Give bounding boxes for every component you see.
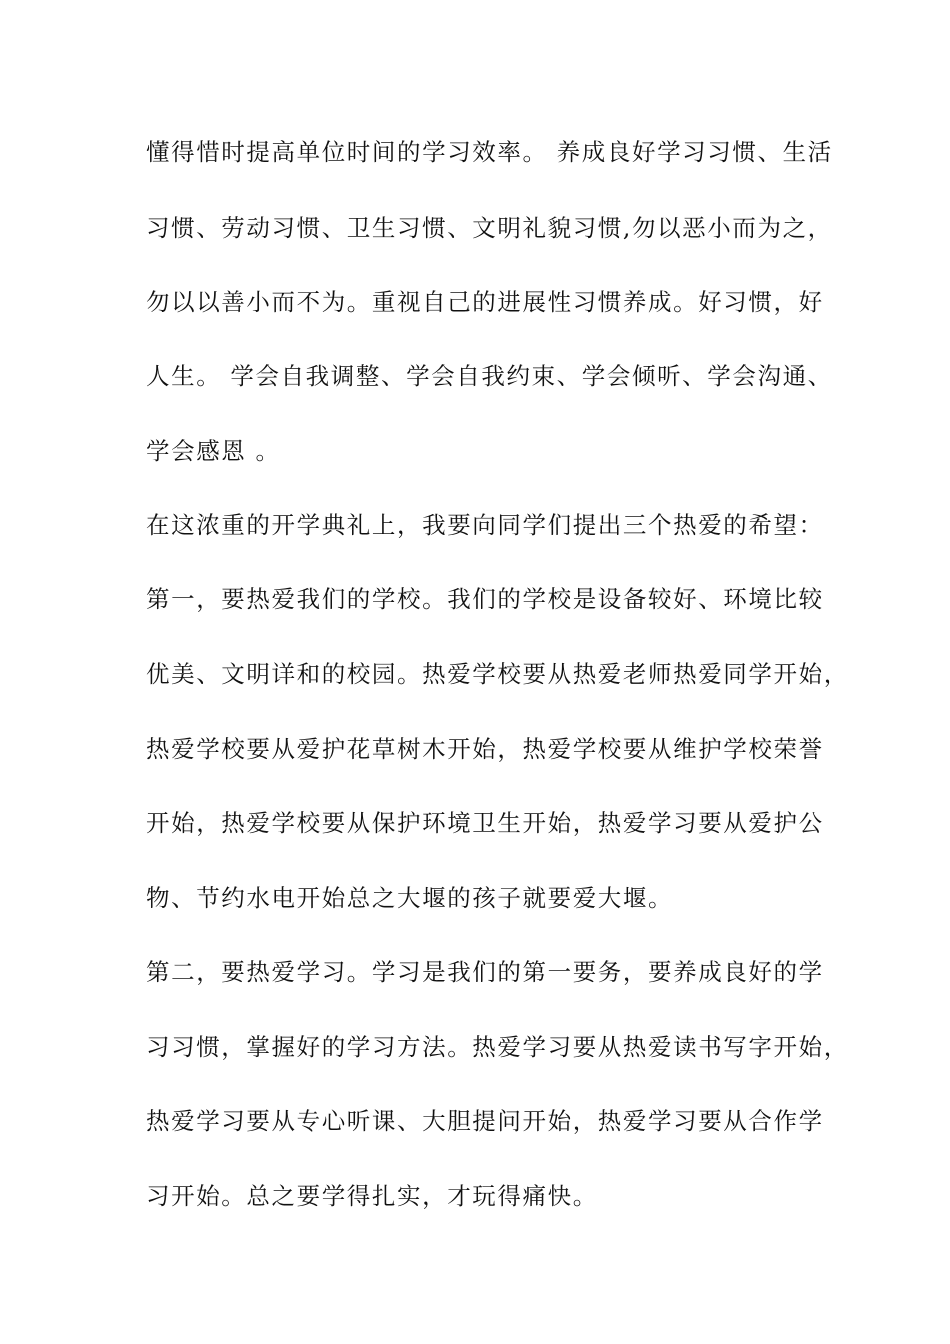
- text-line: 在这浓重的开学典礼上，我要向同学们提出三个热爱的希望：: [146, 511, 824, 539]
- text-line: 习开始。总之要学得扎实，才玩得痛快。: [146, 1182, 598, 1210]
- text-line: 热爱学习要从专心听课、大胆提问开始，热爱学习要从合作学: [146, 1107, 824, 1135]
- text-line: 物、节约水电开始总之大堰的孩子就要爱大堰。: [146, 884, 674, 912]
- text-line: 习惯、劳动习惯、卫生习惯、文明礼貌习惯,勿以恶小而为之，: [146, 214, 833, 242]
- text-line: 学会感恩 。: [146, 437, 281, 465]
- text-line: 优美、文明详和的校园。热爱学校要从热爱老师热爱同学开始，: [146, 660, 849, 688]
- text-line: 第一，要热爱我们的学校。我们的学校是设备较好、环境比较: [146, 585, 824, 613]
- text-line: 习习惯，掌握好的学习方法。热爱学习要从热爱读书写字开始，: [146, 1033, 849, 1061]
- text-line: 勿以以善小而不为。重视自己的进展性习惯养成。好习惯，好: [146, 288, 824, 316]
- text-line: 懂得惜时提高单位时间的学习效率。 养成良好学习习惯、生活: [146, 138, 833, 166]
- text-line: 第二，要热爱学习。学习是我们的第一要务，要养成良好的学: [146, 958, 824, 986]
- text-line: 人生。 学会自我调整、学会自我约束、学会倾听、学会沟通、: [146, 362, 833, 390]
- text-line: 热爱学校要从爱护花草树木开始，热爱学校要从维护学校荣誉: [146, 735, 824, 763]
- text-line: 开始，热爱学校要从保护环境卫生开始，热爱学习要从爱护公: [146, 809, 824, 837]
